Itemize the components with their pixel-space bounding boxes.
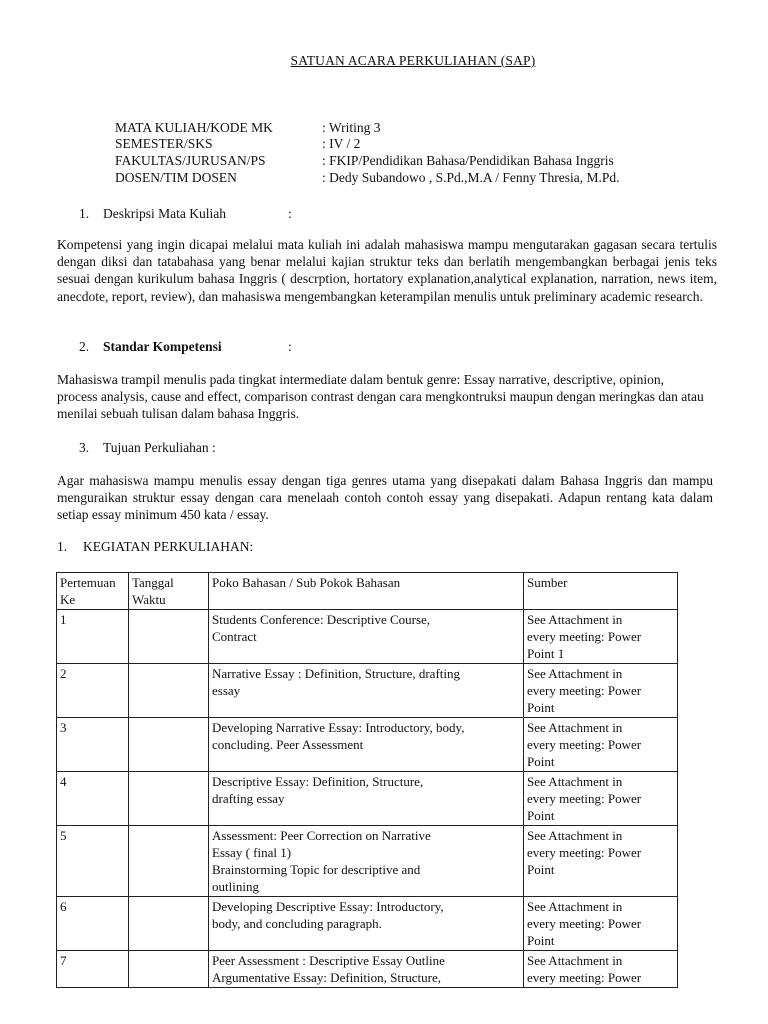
cell-date bbox=[129, 664, 209, 718]
cell-topic: Descriptive Essay: Definition, Structure, drafting essay bbox=[209, 772, 524, 826]
info-label-lecturer: DOSEN/TIM DOSEN bbox=[115, 170, 237, 185]
section-number: 1. bbox=[79, 206, 90, 221]
column-header-date: Tanggal Waktu bbox=[129, 573, 209, 610]
cell-meeting: 6 bbox=[57, 897, 129, 951]
table-header-row bbox=[57, 573, 678, 610]
section-number: 3. bbox=[79, 440, 90, 455]
cell-date bbox=[129, 897, 209, 951]
info-value-semester: : IV / 2 bbox=[322, 136, 361, 151]
cell-topic: Students Conference: Descriptive Course, Contract bbox=[209, 610, 524, 664]
section-paragraph: Agar mahasiswa mampu menulis essay dengan tiga genres utama yang disepakati dalam Bahasa Inggris dan mampu menguraikan struktur essay dengan cara menelaah contoh contoh essay yang disepakati. Adapun rentang kata dalam setiap essay minimum 450 kata / essay. bbox=[57, 473, 713, 523]
cell-topic: Developing Narrative Essay: Introductory, body, concluding. Peer Assessment bbox=[209, 718, 524, 772]
info-label-faculty: FAKULTAS/JURUSAN/PS bbox=[115, 153, 266, 168]
column-header-meeting: Pertemuan Ke bbox=[57, 573, 129, 610]
info-value-course: : Writing 3 bbox=[322, 120, 381, 135]
cell-topic: Assessment: Peer Correction on Narrative Essay ( final 1) Brainstorming Topic for descriptive and outlining bbox=[209, 826, 524, 897]
table-row bbox=[57, 610, 678, 664]
section-colon: : bbox=[288, 339, 292, 354]
cell-meeting: 5 bbox=[57, 826, 129, 897]
cell-source: See Attachment in every meeting: Power Point bbox=[524, 897, 678, 951]
section-paragraph: Mahasiswa trampil menulis pada tingkat intermediate dalam bentuk genre: Essay narrative, descriptive, opinion, process analysis, cause and effect, comparison contrast dengan cara mengkontruksi maupun dengan meringkas dan atau menilai sebuah tulisan dalam bahasa Inggris. bbox=[57, 372, 704, 422]
table-row bbox=[57, 897, 678, 951]
cell-date bbox=[129, 718, 209, 772]
document-title: SATUAN ACARA PERKULIAHAN (SAP) bbox=[290, 53, 536, 68]
cell-date bbox=[129, 772, 209, 826]
cell-topic: Narrative Essay : Definition, Structure, drafting essay bbox=[209, 664, 524, 718]
cell-date bbox=[129, 610, 209, 664]
activities-heading: KEGIATAN PERKULIAHAN: bbox=[83, 539, 254, 554]
column-header-source: Sumber bbox=[524, 573, 678, 610]
cell-topic: Developing Descriptive Essay: Introductory, body, and concluding paragraph. bbox=[209, 897, 524, 951]
activities-table bbox=[56, 572, 678, 988]
table-row bbox=[57, 951, 678, 988]
section-number: 2. bbox=[79, 339, 90, 354]
section-paragraph: Kompetensi yang ingin dicapai melalui mata kuliah ini adalah mahasiswa mampu mengutarakan gagasan secara tertulis dengan diksi dan tatabahasa yang benar melalui kajian struktur teks dan berlatih mengembangkan berbagai jenis teks sesuai dengan kurikulum bahasa Inggris ( descrption, hortatory explanation,analytical explanation, narration, news item, anecdote, report, review), dan mahasiswa mengembangkan keterampilan menulis untuk preliminary academic research. bbox=[57, 237, 717, 304]
section-heading: Tujuan Perkuliahan : bbox=[103, 440, 216, 455]
cell-source: See Attachment in every meeting: Power Point 1 bbox=[524, 610, 678, 664]
table-row bbox=[57, 826, 678, 897]
section-heading: Standar Kompetensi bbox=[103, 339, 222, 354]
cell-meeting: 3 bbox=[57, 718, 129, 772]
section-heading: Deskripsi Mata Kuliah bbox=[103, 206, 226, 221]
table-row bbox=[57, 772, 678, 826]
table-row bbox=[57, 718, 678, 772]
cell-source: See Attachment in every meeting: Power Point bbox=[524, 826, 678, 897]
info-value-lecturer: : Dedy Subandowo , S.Pd.,M.A / Fenny Thresia, M.Pd. bbox=[322, 170, 620, 185]
column-header-topic: Poko Bahasan / Sub Pokok Bahasan bbox=[209, 573, 524, 610]
cell-date bbox=[129, 826, 209, 897]
cell-meeting: 2 bbox=[57, 664, 129, 718]
cell-source: See Attachment in every meeting: Power Point bbox=[524, 718, 678, 772]
cell-topic: Peer Assessment : Descriptive Essay Outline Argumentative Essay: Definition, Structure, bbox=[209, 951, 524, 988]
cell-source: See Attachment in every meeting: Power Point bbox=[524, 664, 678, 718]
section-colon: : bbox=[288, 206, 292, 221]
cell-source: See Attachment in every meeting: Power Point bbox=[524, 772, 678, 826]
cell-meeting: 1 bbox=[57, 610, 129, 664]
info-value-faculty: : FKIP/Pendidikan Bahasa/Pendidikan Bahasa Inggris bbox=[322, 153, 614, 168]
cell-date bbox=[129, 951, 209, 988]
cell-meeting: 4 bbox=[57, 772, 129, 826]
table-row bbox=[57, 664, 678, 718]
activities-number: 1. bbox=[57, 539, 68, 554]
info-label-semester: SEMESTER/SKS bbox=[115, 136, 213, 151]
cell-source: See Attachment in every meeting: Power bbox=[524, 951, 678, 988]
info-label-course: MATA KULIAH/KODE MK bbox=[115, 120, 273, 135]
cell-meeting: 7 bbox=[57, 951, 129, 988]
